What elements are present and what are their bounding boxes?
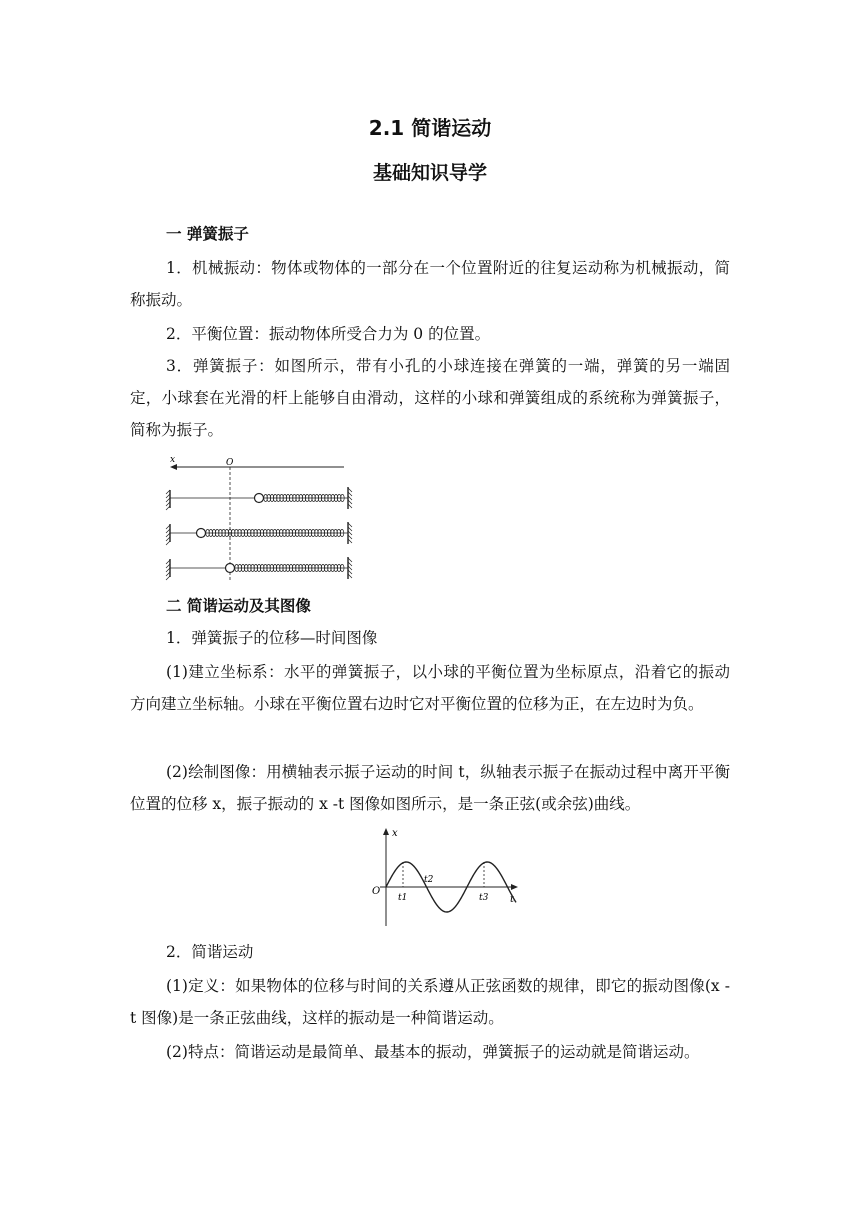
spring-oscillator-figure [160,452,360,590]
paragraph-coordinate-system: (1)建立坐标系：水平的弹簧振子，以小球的平衡位置为坐标原点，沿着它的振动方向建立坐标轴。小球在平衡位置右边时它对平衡位置的位移为正，在左边时为负。 [130,663,730,713]
page-title: 2.1 简谐运动 [368,116,492,140]
section-heading-spring-oscillator: 一 弹簧振子 [166,225,249,243]
paragraph-draw-graph: (2)绘制图像：用横轴表示振子运动的时间 t，纵轴表示振子在振动过程中离开平衡位置的位移 x，振子振动的 x -t 图像如图所示，是一条正弦(或余弦)曲线。 [130,763,730,813]
figure-origin-label: O [226,458,234,468]
paragraph-characteristics: (2)特点：简谐运动是最简单、最基本的振动，弹簧振子的运动就是简谐运动。 [166,1043,700,1061]
graph-t1-label: t1 [398,893,408,903]
graph-t3-label: t3 [479,893,489,903]
section-heading-simple-harmonic: 二 简谐运动及其图像 [166,597,311,615]
graph-t2-label: t2 [424,875,434,885]
spring-coil [235,564,344,571]
paragraph-definition: (1)定义：如果物体的位移与时间的关系遵从正弦函数的规律，即它的振动图像(x -t 图像)是一条正弦曲线，这样的振动是一种简谐运动。 [130,977,730,1027]
graph-origin-label: O [372,886,381,897]
paragraph-spring-oscillator: 3．弹簧振子：如图所示，带有小孔的小球连接在弹簧的一端，弹簧的另一端固定，小球套在光滑的杆上能够自由滑动，这样的小球和弹簧组成的系统称为弹簧振子，简称为振子。 [130,357,730,439]
page-subtitle: 基础知识导学 [372,162,487,184]
graph-y-label: x [392,828,398,839]
paragraph-displacement-time-graph: 1．弹簧振子的位移—时间图像 [166,629,378,647]
graph-x-label: t [510,894,515,905]
sine-graph-figure [368,826,524,930]
paragraph-mechanical-vibration: 1．机械振动：物体或物体的一部分在一个位置附近的往复运动称为机械振动，简称振动。 [130,259,730,309]
paragraph-equilibrium-position: 2．平衡位置：振动物体所受合力为 0 的位置。 [166,325,491,343]
paragraph-simple-harmonic-title: 2．简谐运动 [166,943,254,961]
figure-axis-label: x [170,455,176,465]
